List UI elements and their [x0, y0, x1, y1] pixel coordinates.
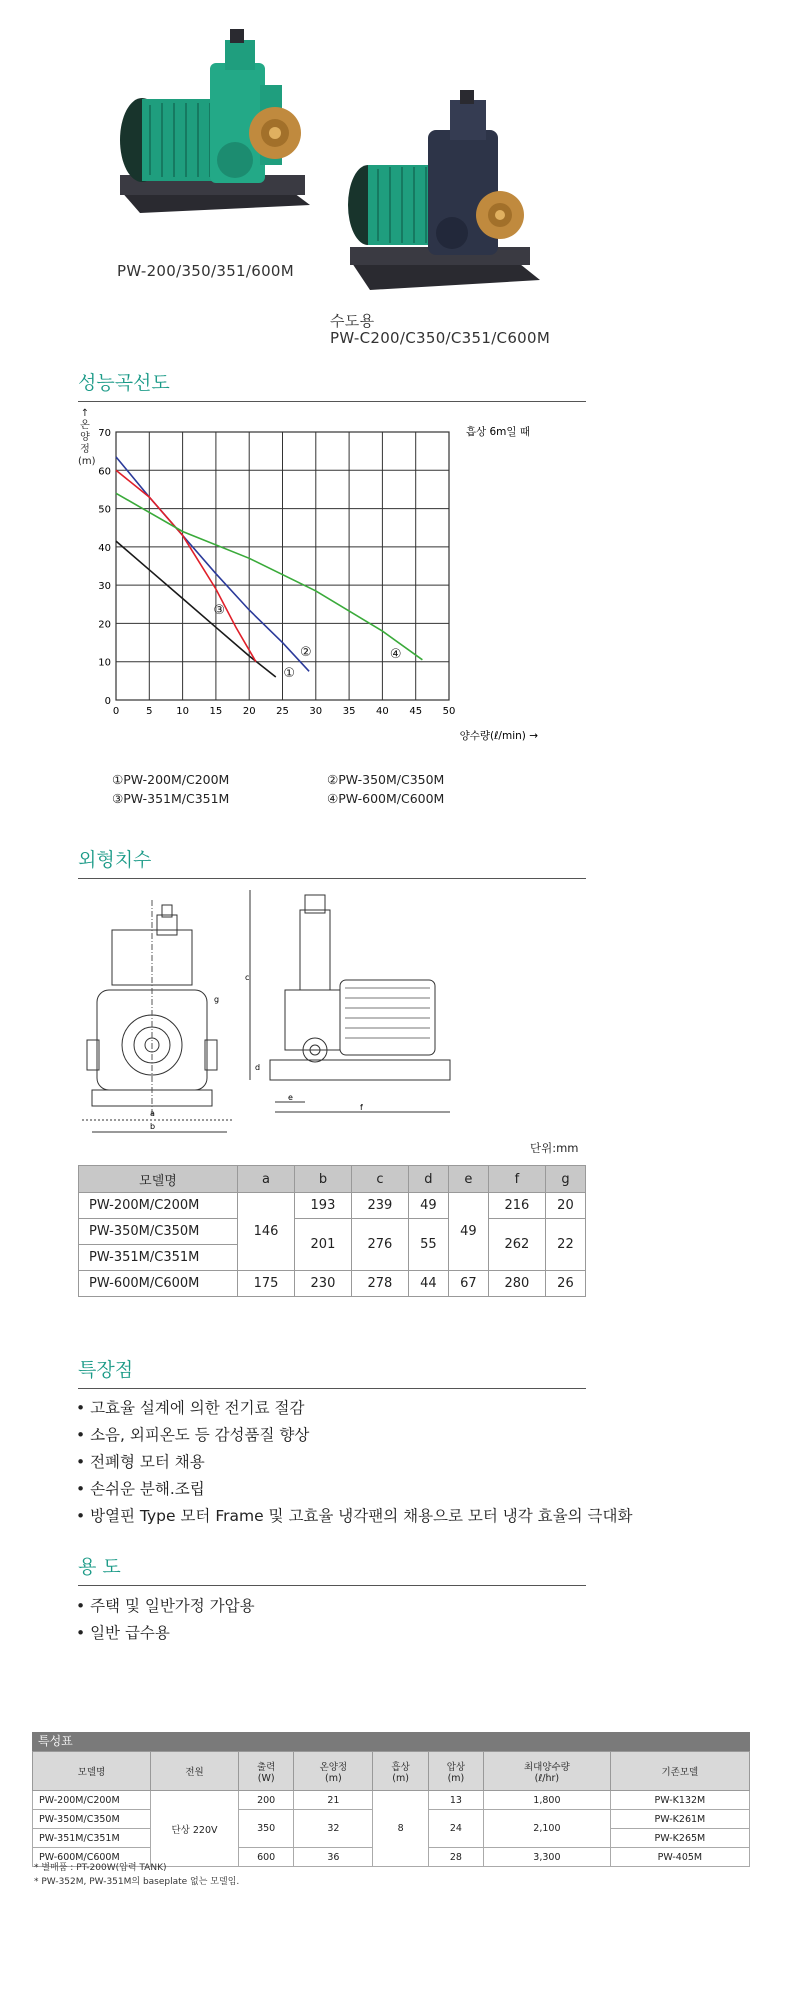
y-tick-label: 70 [98, 428, 111, 439]
spec-col-suction: 흡상 (m) [373, 1752, 428, 1791]
dimensions-table [78, 1165, 586, 1297]
series-marker-4: ④ [389, 647, 402, 663]
series-line-2 [116, 457, 309, 671]
x-tick-label: 10 [176, 706, 189, 717]
series-line-4 [116, 493, 422, 663]
series-marker-2: ② [299, 645, 312, 661]
y-tick-label: 0 [104, 696, 111, 707]
dim-label-g: g [214, 995, 220, 1004]
legend-item-3: ③PW-351M/C351M [112, 791, 230, 806]
list-item: • 일반 급수용 [76, 1624, 170, 1642]
x-tick-label: 25 [276, 706, 289, 717]
spec-note-1: * 별매품 : PT-200W(압력 TANK) [34, 1863, 167, 1873]
x-tick-label: 35 [342, 706, 356, 717]
usage-list [76, 1593, 255, 1647]
y-tick-label: 30 [98, 581, 111, 593]
legend-item-4: ④PW-600M/C600M [327, 791, 445, 806]
chart-ylabel: ↑ 온 양 정 (m) [78, 408, 96, 467]
y-tick-label: 10 [98, 657, 111, 669]
x-tick-label: 0 [112, 706, 120, 717]
x-tick-label: 15 [209, 706, 223, 717]
dim-label-c: c [245, 973, 250, 982]
list-item: • 방열핀 Type 모터 Frame 및 고효율 냉각팬의 채용으로 모터 냉각 효율의 극대화 [76, 1507, 633, 1525]
features-heading: 특장점 [78, 1355, 586, 1389]
list-item: • 고효율 설계에 의한 전기료 절감 [76, 1399, 305, 1417]
navy-pump-caption-2: PW-C200/C350/C351/C600M [330, 329, 551, 347]
chart-annotation: 흡상 6m일 때 [465, 426, 530, 438]
table-row: PW-351M/C351M PW-K265M [33, 1829, 750, 1848]
usage-heading: 용 도 [78, 1552, 586, 1586]
spec-col-head: 온양정 (m) [294, 1752, 373, 1791]
green-pump-image [110, 25, 330, 240]
y-tick-label: 60 [98, 466, 111, 478]
spec-col-old: 기존모델 [610, 1752, 749, 1791]
table-row: PW-600M/C600M 175 230 278 44 67 280 26 [79, 1271, 586, 1297]
spec-col-power: 전원 [151, 1752, 239, 1791]
spec-note-2: * PW-352M, PW-351M의 baseplate 없는 모델임. [34, 1877, 240, 1887]
performance-heading: 성능곡선도 [78, 368, 586, 402]
table-row: PW-351M/C351M [79, 1245, 586, 1271]
x-tick-label: 40 [376, 706, 389, 717]
x-tick-label: 20 [242, 706, 256, 717]
chart-xlabel: 양수량(ℓ/min) → [459, 730, 538, 742]
col-g: g [545, 1166, 585, 1193]
x-tick-label: 30 [309, 706, 323, 717]
x-tick-label: 45 [409, 706, 423, 717]
series-line-1 [116, 541, 276, 677]
x-tick-label: 50 [442, 706, 456, 717]
y-tick-label: 50 [98, 504, 111, 516]
col-e: e [448, 1166, 488, 1193]
features-list [76, 1395, 632, 1530]
front-view-drawing [82, 890, 242, 1140]
series-marker-3: ③ [213, 603, 226, 619]
table-row: PW-200M/C200M 146 193 239 49 49 216 20 [79, 1193, 586, 1219]
green-pump-caption: PW-200/350/351/600M [117, 262, 295, 280]
chart-series [116, 457, 422, 677]
table-row: PW-200M/C200M 단상 220V 200 21 8 13 1,800 PW-K132M [33, 1791, 750, 1810]
table-row: PW-350M/C350M 201 276 55 262 22 [79, 1219, 586, 1245]
col-f: f [488, 1166, 545, 1193]
performance-chart [90, 405, 560, 750]
dim-label-d: d [255, 1063, 261, 1072]
navy-pump-caption-1: 수도용 [330, 312, 375, 330]
dim-label-a: a [150, 1109, 155, 1118]
spec-col-model: 모델명 [33, 1752, 151, 1791]
list-item: • 전폐형 모터 채용 [76, 1453, 205, 1471]
spec-col-output: 출력 (W) [239, 1752, 294, 1791]
col-c: c [351, 1166, 408, 1193]
table-row: PW-350M/C350M 350 32 24 2,100 PW-K261M [33, 1810, 750, 1829]
spec-col-push: 압상 (m) [428, 1752, 483, 1791]
dimensions-heading: 외형치수 [78, 845, 586, 879]
spec-table [32, 1751, 750, 1867]
list-item: • 손쉬운 분해.조립 [76, 1480, 205, 1498]
dim-label-b: b [150, 1122, 156, 1131]
spec-col-flow: 최대양수량 (ℓ/hr) [484, 1752, 611, 1791]
series-line-3 [116, 470, 256, 661]
col-model: 모델명 [79, 1166, 238, 1193]
y-tick-label: 20 [98, 619, 111, 631]
list-item: • 주택 및 일반가정 가압용 [76, 1597, 255, 1615]
col-a: a [238, 1166, 295, 1193]
col-b: b [294, 1166, 351, 1193]
series-marker-1: ① [283, 666, 295, 682]
legend-item-1: ①PW-200M/C200M [112, 772, 230, 787]
spec-title: 특성표 [32, 1732, 750, 1751]
x-tick-label: 5 [146, 706, 153, 717]
dim-label-f: f [360, 1103, 363, 1112]
table-row: PW-600M/C600M 600 36 28 3,300 PW-405M [33, 1848, 750, 1867]
navy-pump-image [340, 85, 550, 310]
dimensions-unit: 단위:mm [530, 1141, 579, 1155]
col-d: d [408, 1166, 448, 1193]
side-view-drawing [245, 880, 470, 1140]
dim-label-e: e [288, 1093, 293, 1102]
y-tick-label: 40 [98, 542, 111, 554]
legend-item-2: ②PW-350M/C350M [327, 772, 445, 787]
list-item: • 소음, 외피온도 등 감성품질 향상 [76, 1426, 310, 1444]
